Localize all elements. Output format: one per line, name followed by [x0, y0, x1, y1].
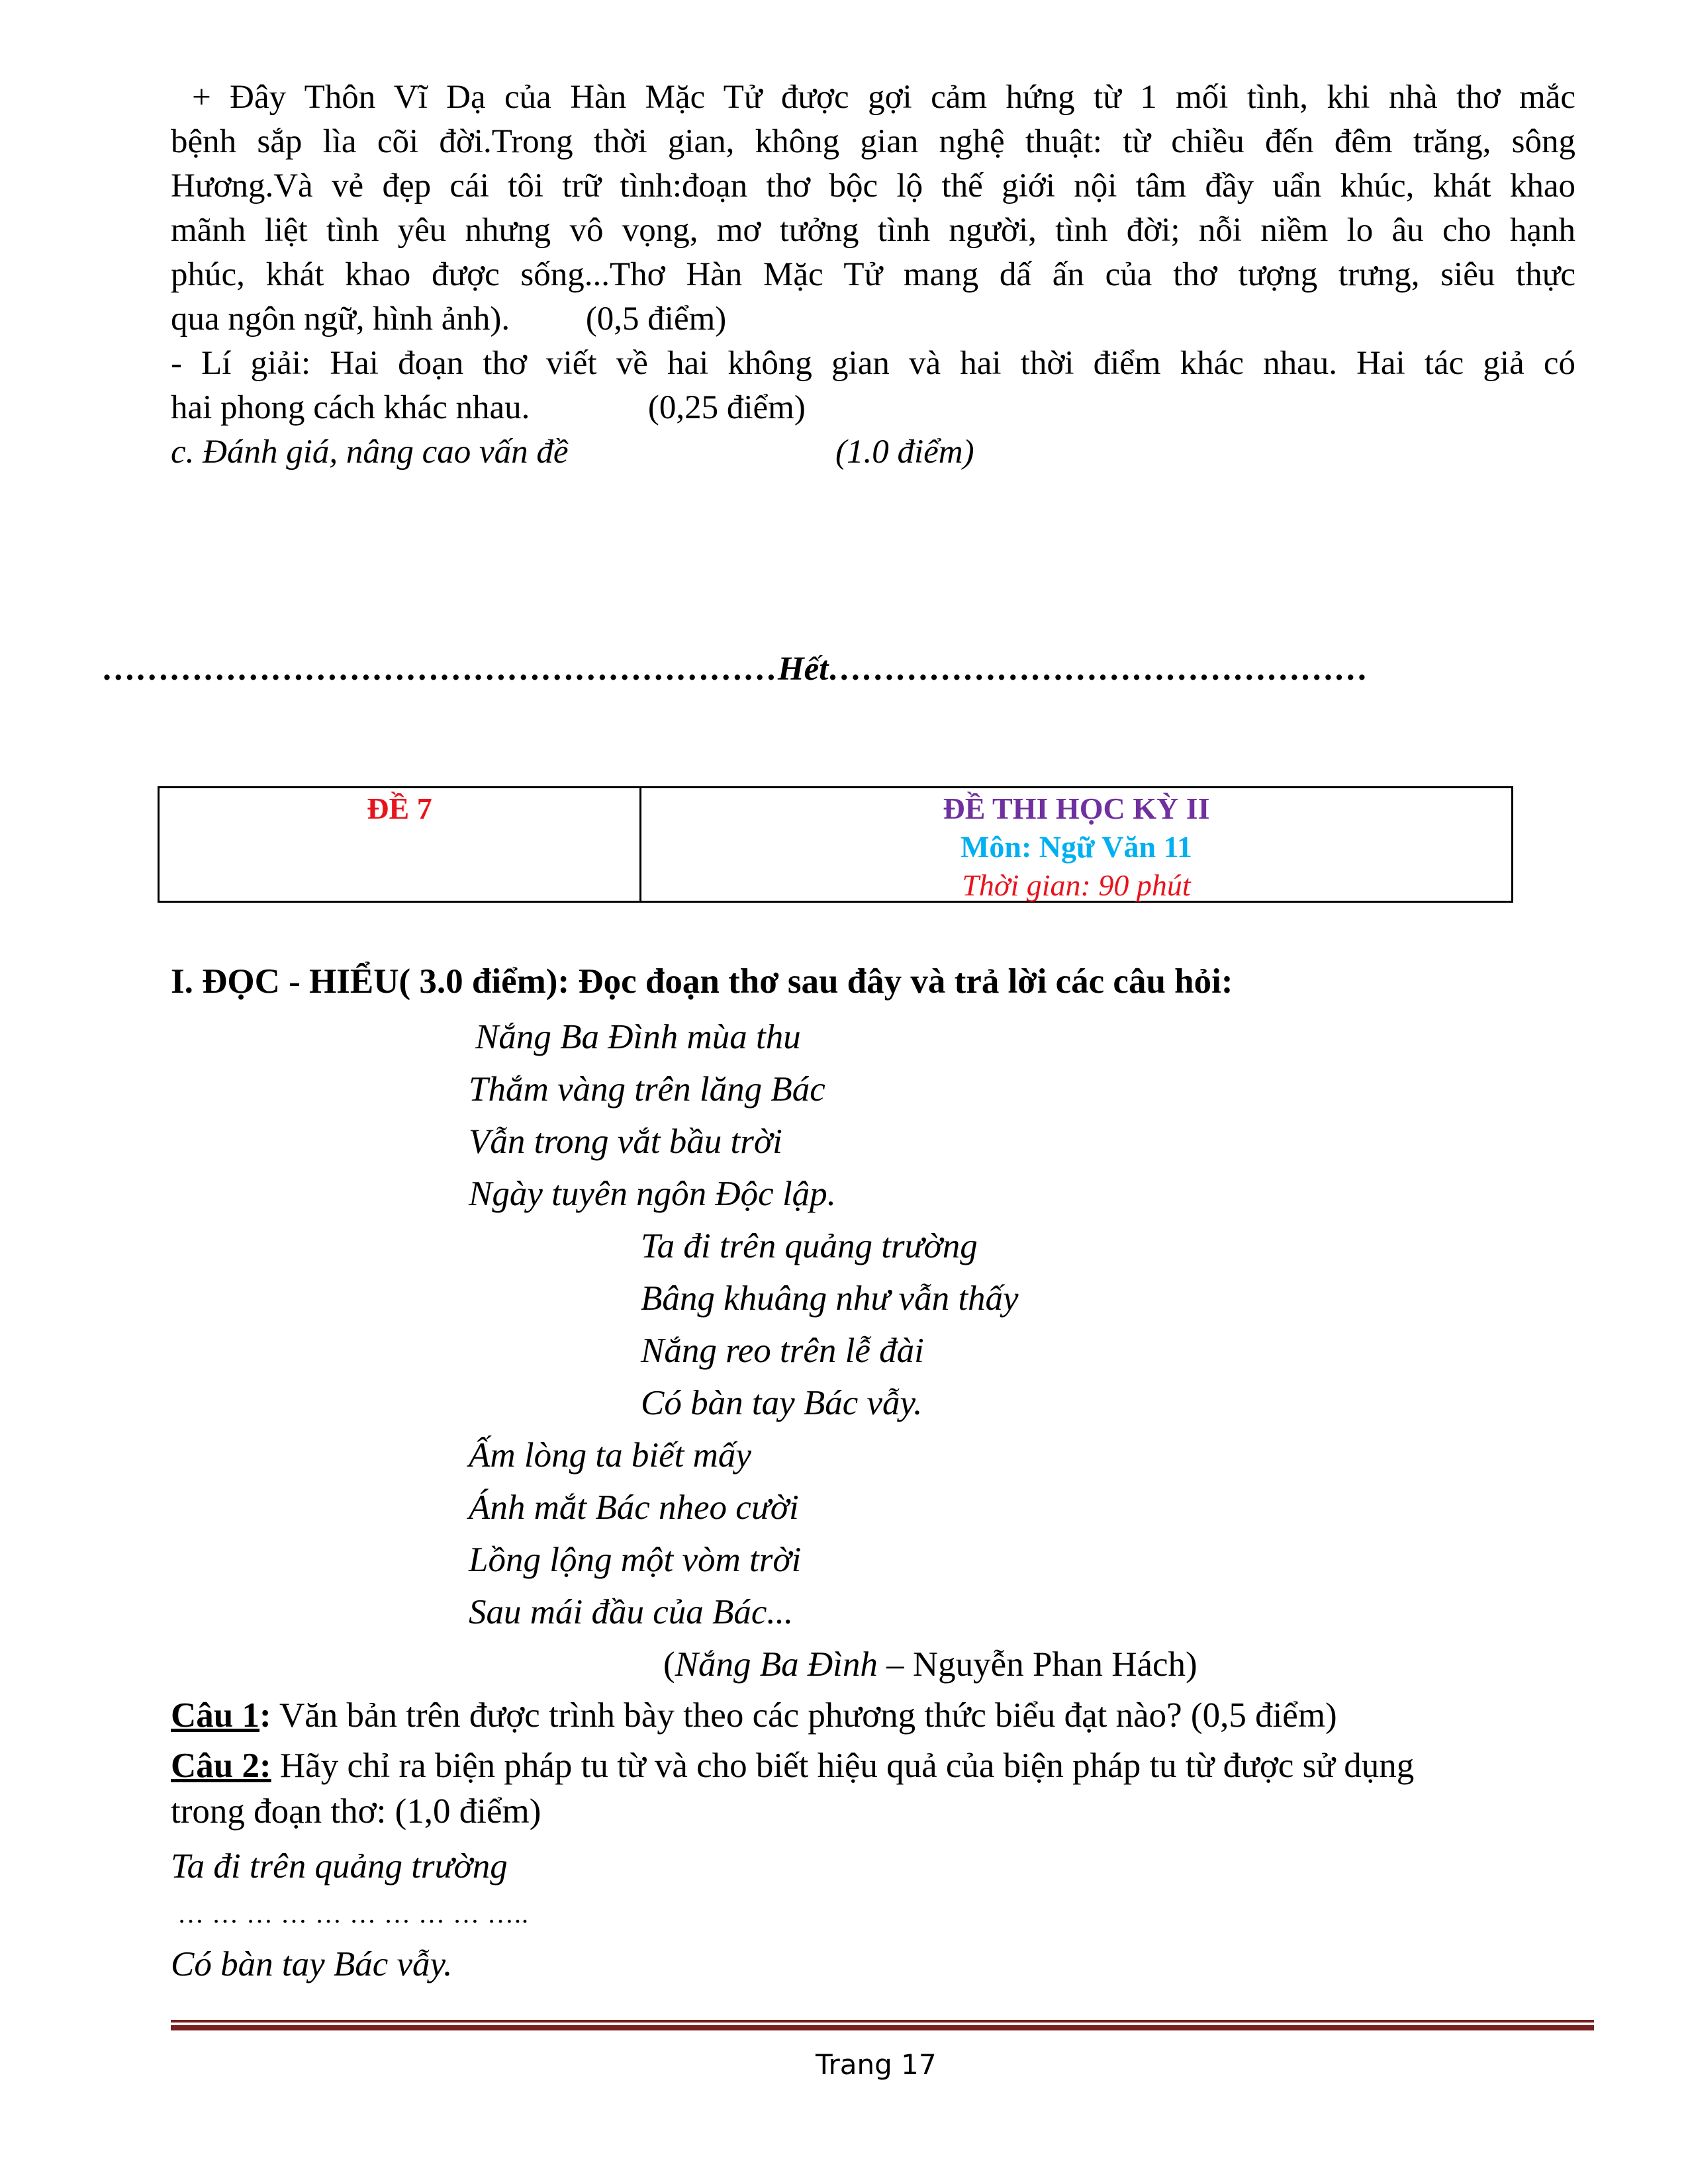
quote-line: Có bàn tay Bác vẫy.: [171, 1945, 453, 1983]
poem-line: Ta đi trên quảng trường: [641, 1227, 978, 1265]
question-1: [171, 1692, 1337, 1739]
question-1-label: Câu 1: [171, 1696, 260, 1735]
quote-ellipsis: … … … … … … … … … …..: [177, 1899, 529, 1929]
poem-line: Lồng lộng một vòm trời: [469, 1541, 802, 1579]
footer-rule-thin: [171, 2020, 1594, 2023]
text-line: mãnh liệt tình yêu nhưng vô vọng, mơ tưởng tình người, tình đời; nỗi niềm lo âu cho hạnh: [171, 212, 1575, 249]
end-divider: [103, 647, 1368, 692]
footer-rule-thick: [171, 2025, 1594, 2030]
source-author: – Nguyễn Phan Hách): [877, 1645, 1197, 1684]
text-line: phúc, khát khao được sống...Thơ Hàn Mặc Tử mang dấ ấn của thơ tượng trưng, siêu thực: [171, 256, 1575, 293]
source-open: (: [663, 1645, 675, 1684]
poem-line: Bâng khuâng như vẫn thấy: [641, 1279, 1019, 1318]
exam-time: Thời gian: 90 phút: [962, 868, 1191, 902]
source-title: Nắng Ba Đình: [675, 1645, 878, 1684]
poem-line: Nắng reo trên lễ đài: [641, 1332, 924, 1370]
text-line: qua ngôn ngữ, hình ảnh). (0,5 điểm): [171, 300, 727, 338]
poem-line: Ánh mắt Bác nheo cười: [469, 1488, 799, 1527]
text-line: Hương.Và vẻ đẹp cái tôi trữ tình:đoạn thơ bộc lộ thế giới nội tâm đầy uẩn khúc, khát khao: [171, 167, 1575, 205]
question-2-continued: trong đoạn thơ: (1,0 điểm): [171, 1792, 541, 1831]
evaluate-label: c. Đánh giá, nâng cao vấn đề: [171, 433, 569, 471]
exam-code-cell: [160, 788, 641, 901]
divider-dots-right: …………………………………………: [828, 651, 1369, 688]
answer-paragraph-1: [171, 75, 1575, 341]
text-line: - Lí giải: Hai đoạn thơ viết về hai không gian và hai thời điểm khác nhau. Hai tác giả có: [171, 345, 1575, 382]
divider-dots-left: ……………………………………………………: [103, 651, 778, 688]
reading-heading: I. ĐỌC - HIỂU( 3.0 điểm): Đọc đoạn thơ sau đây và trả lời các câu hỏi:: [171, 962, 1233, 1001]
poem-line: Vẫn trong vắt bầu trời: [469, 1122, 782, 1161]
text-line: hai phong cách khác nhau. (0,25 điểm): [171, 389, 806, 426]
end-marker: Hết: [778, 651, 829, 688]
question-2: [171, 1743, 1414, 1789]
question-1-colon: :: [259, 1696, 271, 1735]
question-2-text: Hãy chỉ ra biện pháp tu từ và cho biết hiệu quả của biện pháp tu từ được sử dụng: [271, 1747, 1415, 1785]
exam-info-cell: [641, 788, 1511, 901]
poem-line: Ấm lòng ta biết mấy: [469, 1436, 751, 1475]
question-1-text: Văn bản trên được trình bày theo các phương thức biểu đạt nào? (0,5 điểm): [271, 1696, 1337, 1735]
exam-code: ĐỀ 7: [367, 792, 432, 825]
page-number: Trang 17: [816, 2048, 937, 2081]
text-line: + Đây Thôn Vĩ Dạ của Hàn Mặc Tử được gợi cảm hứng từ 1 mối tình, khi nhà thơ mắc: [192, 79, 1575, 116]
evaluate-points: (1.0 điểm): [835, 433, 974, 471]
poem-line: Nắng Ba Đình mùa thu: [475, 1018, 801, 1056]
quote-line: Ta đi trên quảng trường: [171, 1847, 508, 1886]
poem-line: Ngày tuyên ngôn Độc lập.: [469, 1175, 836, 1213]
poem-line: Thắm vàng trên lăng Bác: [469, 1070, 825, 1109]
text-line: bệnh sắp lìa cõi đời.Trong thời gian, không gian nghệ thuật: từ chiều đến đêm trăng, sông: [171, 123, 1575, 160]
poem-line: Có bàn tay Bác vẫy.: [641, 1384, 923, 1422]
exam-title: ĐỀ THI HỌC KỲ II: [943, 792, 1210, 825]
exam-header-table: [158, 786, 1513, 903]
poem-line: Sau mái đầu của Bác...: [469, 1593, 794, 1631]
poem-source: [663, 1639, 1197, 1691]
answer-paragraph-2: [171, 341, 1575, 430]
exam-subject: Môn: Ngữ Văn 11: [960, 830, 1193, 864]
question-2-label: Câu 2:: [171, 1747, 271, 1785]
